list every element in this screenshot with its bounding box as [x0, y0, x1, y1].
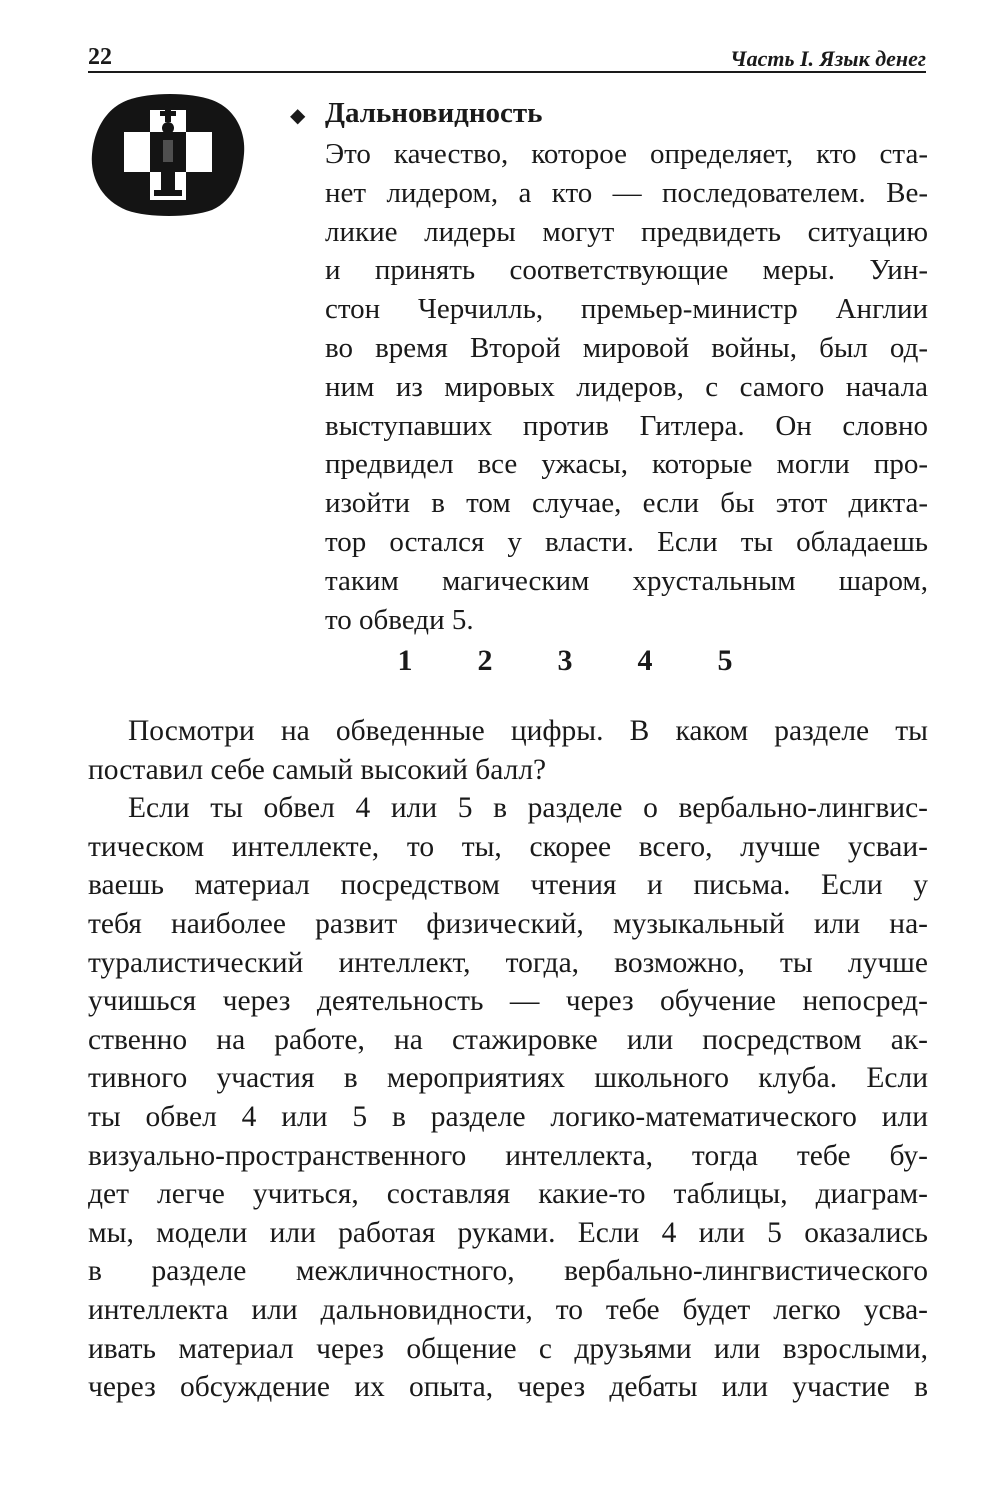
text-line: ним из мировых лидеров, с самого начала — [325, 370, 928, 403]
text-line: тебя наиболее развит физический, музыкальный или на- — [88, 907, 928, 940]
rating-option-4: 4 — [637, 644, 653, 677]
text-line: интеллекта или дальновидности, то тебе будет легко усва- — [88, 1293, 928, 1326]
text-line: во время Второй мировой войны, был од- — [325, 331, 928, 364]
chess-king-icon — [88, 92, 248, 217]
rating-scale — [380, 644, 750, 678]
section-title: Дальновидность — [325, 97, 543, 129]
text-line: таким магическим хрустальным шаром, — [325, 564, 928, 597]
section-paragraph — [325, 135, 928, 639]
rating-option-1: 1 — [397, 644, 413, 677]
text-line: через обсуждение их опыта, через дебаты или участие в — [88, 1371, 928, 1404]
text-line: тическом интеллекте, то ты, скорее всего, лучше усваи- — [88, 830, 928, 863]
text-line: и принять соответствующие меры. Уин- — [325, 254, 928, 287]
header-rule — [88, 71, 926, 73]
text-line: тор остался у власти. Если ты обладаешь — [325, 525, 928, 558]
text-line: Если ты обвел 4 или 5 в разделе о вербально-лингвис- — [128, 792, 928, 825]
text-line: учишься через деятельность — через обучение непосред- — [88, 985, 928, 1018]
text-line: визуально-пространственного интеллекта, тогда тебе бу- — [88, 1139, 928, 1172]
page-header — [88, 44, 926, 72]
section-heading — [290, 94, 928, 135]
text-line: выступавших против Гитлера. Он словно — [325, 409, 928, 442]
section-emblem — [88, 92, 248, 217]
bullet-diamond-icon: ◆ — [290, 105, 306, 127]
text-line: тивного участия в мероприятиях школьного клуба. Если — [88, 1062, 928, 1095]
text-line: ственно на работе, на стажировке или посредством ак- — [88, 1023, 928, 1056]
rating-option-5: 5 — [717, 644, 733, 677]
text-line: ликие лидеры могут предвидеть ситуацию — [325, 215, 928, 248]
section-farsightedness — [290, 94, 928, 639]
page-number: 22 — [88, 44, 112, 70]
rating-option-2: 2 — [477, 644, 493, 677]
text-line: нет лидером, а кто — последователем. Ве- — [325, 176, 928, 209]
text-line: в разделе межличностного, вербально-лингвистического — [88, 1255, 928, 1288]
text-line: предвидел все ужасы, которые могли про- — [325, 448, 928, 481]
text-line: мы, модели или работая руками. Если 4 или 5 оказались — [88, 1216, 928, 1249]
main-text — [88, 712, 928, 1407]
text-line: ивать материал через общение с друзьями или взрослыми, — [88, 1332, 928, 1365]
text-line: Посмотри на обведенные цифры. В каком разделе ты — [128, 715, 928, 747]
text-line: то обведи 5. — [325, 603, 474, 636]
text-line: ваешь материал посредством чтения и письма. Если у — [88, 869, 928, 902]
text-line: ты обвел 4 или 5 в разделе логико-математического или — [88, 1100, 928, 1133]
text-line: поставил себе самый высокий балл? — [88, 753, 547, 786]
running-title: Часть I. Язык денег — [730, 46, 926, 71]
text-line: дет легче учиться, составляя какие-то таблицы, диаграм- — [88, 1178, 928, 1211]
text-line: Это качество, которое определяет, кто ста- — [325, 138, 928, 170]
text-line: стон Черчилль, премьер-министр Англии — [325, 293, 928, 326]
rating-option-3: 3 — [557, 644, 573, 677]
text-line: туралистический интеллект, тогда, возможно, ты лучше — [88, 946, 928, 979]
text-line: изойти в том случае, если бы этот дикта- — [325, 487, 928, 520]
